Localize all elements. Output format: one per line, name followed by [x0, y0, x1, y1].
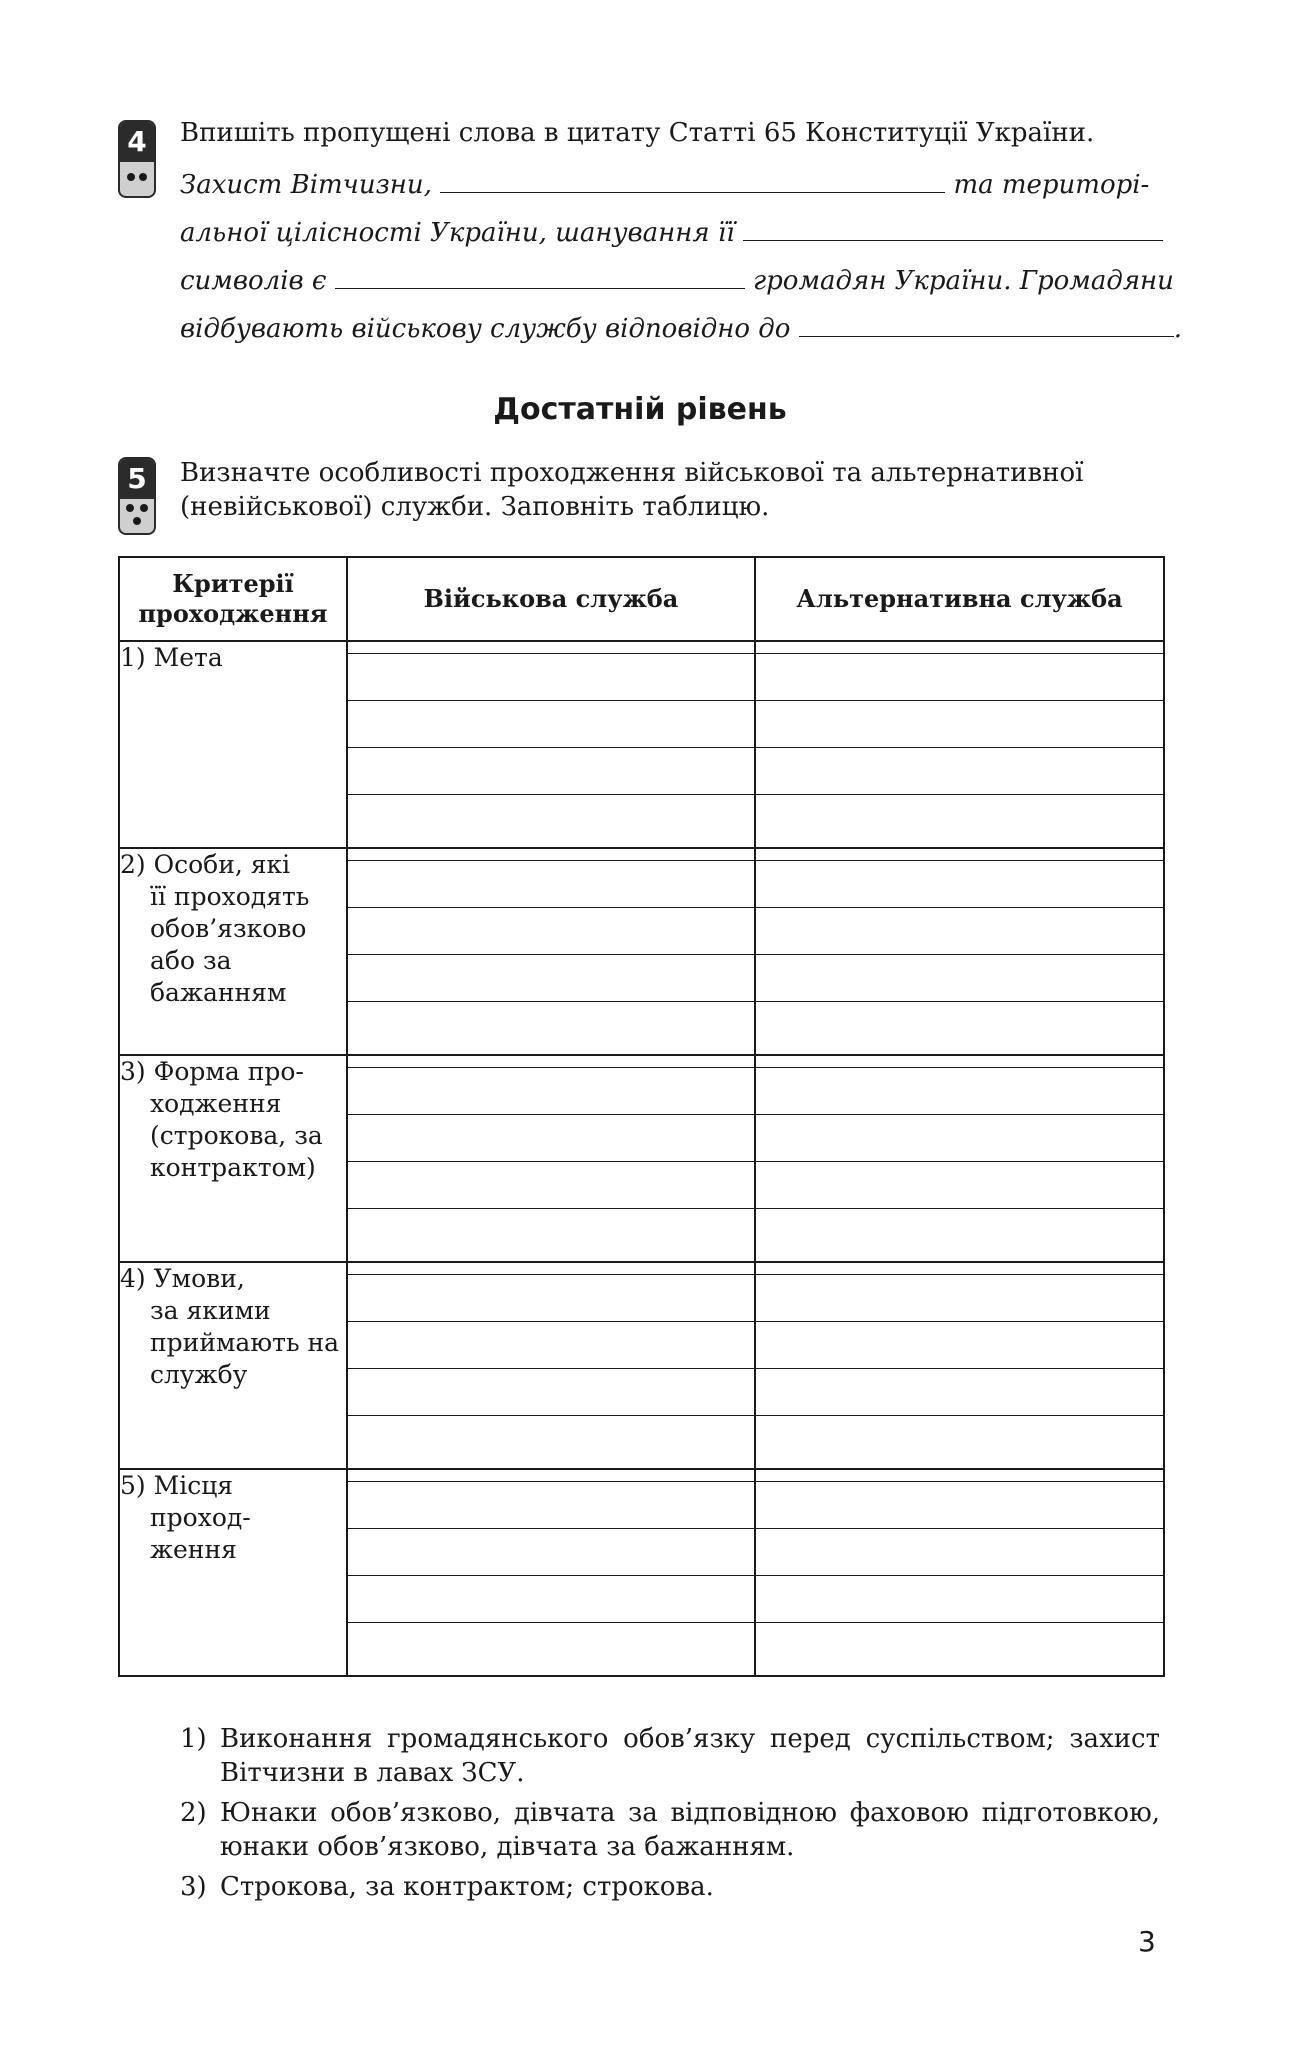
blank-field[interactable]	[743, 214, 1163, 241]
answer-lines[interactable]	[755, 641, 1164, 848]
criterion-cell: 5) Місця проход- ження	[119, 1469, 347, 1676]
list-item: 2) Юнаки обов’язково, дівчата за відповідною фаховою підготовкою, юнаки обов’язково, дівчата за бажанням.	[180, 1798, 1160, 1862]
answer-lines[interactable]	[755, 1262, 1164, 1469]
comparison-table	[118, 556, 1165, 1677]
difficulty-dots-icon	[120, 499, 154, 533]
table-row	[119, 1262, 1164, 1469]
quote-line-3	[180, 262, 1174, 298]
quote-text: громадян України. Громадяни	[753, 266, 1174, 296]
answer-lines[interactable]	[755, 1469, 1164, 1676]
blank-field[interactable]	[799, 310, 1174, 337]
criterion-cell: 2) Особи, які її проходять обов’язково або за бажанням	[119, 848, 347, 1055]
answer-lines[interactable]	[755, 848, 1164, 1055]
table-row	[119, 1469, 1164, 1676]
table-row	[119, 641, 1164, 848]
answers-list	[180, 1722, 1160, 1910]
answer-lines[interactable]	[755, 1055, 1164, 1262]
list-item: 1) Виконання громадянського обов’язку перед суспільством; захист Вітчизни в лавах ЗСУ.	[180, 1724, 1160, 1788]
task-number: 5	[120, 459, 154, 499]
answer-lines[interactable]	[347, 1055, 755, 1262]
task-5-instruction-line1: Визначте особливості проходження військової та альтернативної	[180, 458, 1084, 488]
criterion-cell: 4) Умови, за якими приймають на службу	[119, 1262, 347, 1469]
answer-lines[interactable]	[347, 1262, 755, 1469]
quote-text: .	[1173, 314, 1182, 344]
quote-line-2	[180, 214, 1163, 250]
task-4-badge	[118, 120, 156, 198]
blank-field[interactable]	[335, 262, 745, 289]
difficulty-dots-icon	[120, 162, 154, 196]
quote-text: альної цілісності України, шанування її	[180, 218, 735, 248]
quote-text: символів є	[180, 266, 327, 296]
task-5-instruction-line2: (невійськової) служби. Заповніть таблицю.	[180, 492, 770, 522]
criterion-cell: 1) Мета	[119, 641, 347, 848]
quote-text: відбувають військову службу відповідно до	[180, 314, 791, 344]
task-number: 4	[120, 122, 154, 162]
header-military: Військова служба	[347, 557, 755, 641]
answer-lines[interactable]	[347, 641, 755, 848]
quote-text: Захист Вітчизни,	[180, 170, 432, 200]
list-item: 3) Строкова, за контрактом; строкова.	[180, 1872, 714, 1902]
task-5-badge	[118, 457, 156, 535]
table-row	[119, 848, 1164, 1055]
criterion-cell: 3) Форма про- ходження (строкова, за контрактом)	[119, 1055, 347, 1262]
answer-lines[interactable]	[347, 848, 755, 1055]
header-alternative: Альтернативна служба	[755, 557, 1164, 641]
answer-lines[interactable]	[347, 1469, 755, 1676]
blank-field[interactable]	[440, 166, 945, 193]
table-header-row	[119, 557, 1164, 641]
quote-text: та територі-	[953, 170, 1150, 200]
header-criteria: Критерії проходження	[119, 557, 347, 641]
task-4-instruction: Впишіть пропущені слова в цитату Статті 65 Конституції України.	[180, 118, 1095, 148]
page-number: 3	[1138, 1925, 1156, 1958]
quote-line-1	[180, 166, 1149, 202]
section-title: Достатній рівень	[493, 392, 787, 427]
quote-line-4	[180, 310, 1182, 346]
table-row	[119, 1055, 1164, 1262]
